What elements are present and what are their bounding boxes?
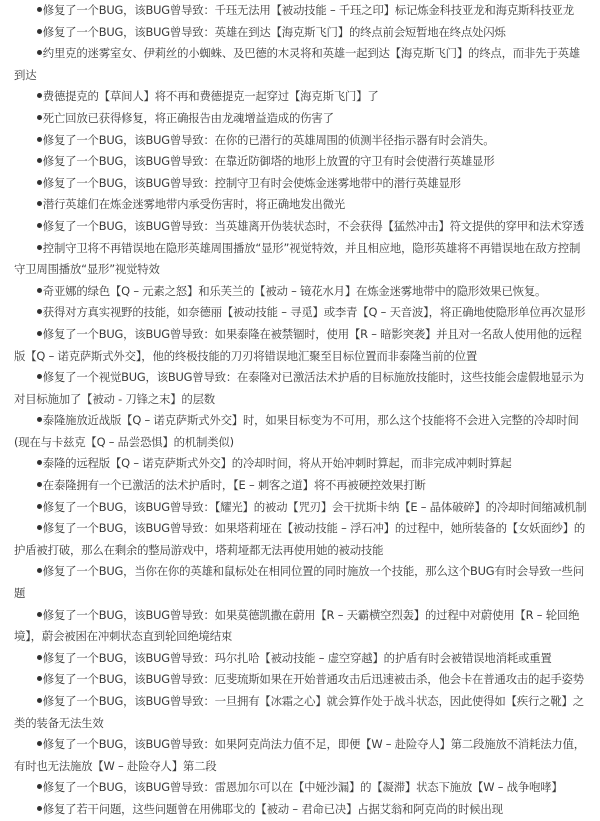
list-item: 修复了一个BUG，该BUG曾导致：在靠近防御塔的地形上放置的守卫有时会使潜行英雄显形	[14, 151, 588, 173]
list-item: 修复了一个BUG，该BUG曾导致：英雄在到达【海克斯飞门】的终点前会短暂地在终点处闪烁	[14, 22, 588, 44]
bullet-icon	[37, 7, 42, 12]
list-item: 修复了一个BUG，该BUG曾导致：控制守卫有时会使炼金迷雾地带中的潜行英雄显形	[14, 173, 588, 195]
list-item: 修复了一个BUG，当你在你的英雄和鼠标处在相同位置的同时施放一个技能，那么这个BUG有时会导致一些问题	[14, 564, 584, 601]
list-item: 修复了一个视觉BUG，该BUG曾导致：在泰隆对已激活法术护盾的目标施放技能时，这些技能会虚假地显示为对目标施加了【被动 - 刀锋之末】的层数	[14, 370, 584, 406]
list-item: 修复了一个BUG，该BUG曾导致：一旦拥有【冰霜之心】就会算作处于战斗状态，因此使得如【疾行之靴】之类的装备无法生效	[14, 694, 584, 730]
list-item: 修复了一个BUG，该BUG曾导致：雷恩加尔可以在【中娅沙漏】的【凝滞】状态下施放【W – 战争咆哮】	[14, 777, 588, 799]
list-item: 修复了一个BUG，该BUG曾导致：如果泰隆在被禁锢时，使用【R – 暗影突袭】并且对一名敌人使用他的远程版【Q – 诺克萨斯式外交】，他的终极技能的刀刃将错误地汇聚至目标位置而非泰隆当前的位置	[14, 326, 582, 363]
bullet-icon	[37, 331, 42, 336]
list-item: 死亡回放已获得修复，将正确报告由龙魂增益造成的伤害了	[14, 108, 588, 130]
list-item: 修复了一个BUG，该BUG曾导致：玛尔扎哈【被动技能 – 虚空穿越】的护盾有时会被错误地消耗或重置	[14, 648, 588, 670]
list-item: 修复了一个BUG，该BUG曾导致：如果塔莉垭在【被动技能 – 浮石冲】的过程中，她所装备的【女妖面纱】的护盾被打破，那么在剩余的整局游戏中，塔莉垭都无法再使用她的被动技能	[14, 521, 586, 557]
list-item: 在泰隆拥有一个已激活的法术护盾时，【E – 刺客之道】将不再被硬控效果打断	[14, 475, 588, 497]
bullet-icon	[37, 374, 42, 379]
bullet-icon	[37, 93, 42, 98]
patch-notes-article	[14, 0, 588, 821]
list-item: 获得对方真实视野的技能，如奈德丽【被动技能 – 寻觅】或李青【Q – 天音波】，将正确地使隐形单位再次显形	[14, 302, 588, 324]
list-item: 修复了一个BUG，该BUG曾导致：厄斐琉斯如果在开始普通攻击后迅速被击杀，他会卡在普通攻击的起手姿势	[14, 669, 588, 691]
bullet-icon	[37, 223, 42, 228]
bullet-icon	[37, 655, 42, 660]
bullet-icon	[37, 288, 42, 293]
bullet-icon	[37, 201, 42, 206]
bullet-icon	[37, 568, 42, 573]
bullet-icon	[37, 158, 42, 163]
bullet-icon	[37, 29, 42, 34]
list-item: 约里克的迷雾室女、伊莉丝的小蜘蛛、及巴德的木灵将和英雄一起到达【海克斯飞门】的终点，而非先于英雄到达	[14, 46, 580, 82]
list-item: 修复了一个BUG，该BUG曾导致：如果阿克尚法力值不足，即便【W – 赴险夺人】第二段施放不消耗法力值，有时也无法施放【W – 赴险夺人】第二段	[14, 737, 585, 773]
list-item: 修复了若干问题，这些问题曾在用佛耶戈的【被动 – 君命已决】占据艾翁和阿克尚的时候出现	[14, 799, 588, 821]
bullet-icon	[37, 698, 42, 703]
list-item: 修复了一个BUG，该BUG曾导致：当英雄离开伪装状态时，不会获得【猛然冲击】符文提供的穿甲和法术穿透	[14, 216, 588, 238]
list-item: 潜行英雄们在炼金迷雾地带内承受伤害时，将正确地发出微光	[14, 194, 588, 216]
list-item: 泰隆的远程版【Q – 诺克萨斯式外交】的冷却时间，将从开始冲刺时算起，而非完成冲刺时算起	[14, 453, 588, 475]
bullet-icon	[37, 676, 42, 681]
bullet-icon	[37, 417, 42, 422]
list-item: 修复了一个BUG，该BUG曾导致：千珏无法用【被动技能 – 千珏之印】标记炼金科技亚龙和海克斯科技亚龙	[14, 0, 588, 22]
list-item: 修复了一个BUG，该BUG曾导致：如果莫德凯撒在蔚用【R – 天霸横空烈轰】的过程中对蔚使用【R – 轮回绝境】，蔚会被困在冲刺状态直到轮回绝境结束	[14, 607, 580, 644]
list-item: 修复了一个BUG，该BUG曾导致：在你的已潜行的英雄周围的侦测半径指示器有时会消失。	[14, 130, 588, 152]
list-item: 费德提克的【草间人】将不再和费德提克一起穿过【海克斯飞门】了	[14, 86, 588, 108]
list-item: 修复了一个BUG，该BUG曾导致：【耀光】的被动【咒刃】会干扰斯卡纳【E – 晶体破碎】的冷却时间缩减机制	[14, 497, 588, 519]
bullet-icon	[37, 741, 42, 746]
bullet-icon	[37, 784, 42, 789]
bullet-icon	[37, 612, 42, 617]
list-item: 泰隆施放近战版【Q – 诺克萨斯式外交】时，如果目标变为不可用，那么这个技能将不会进入完整的冷却时间(现在与卡兹克【Q – 品尝恐惧】的机制类似)	[14, 413, 579, 449]
bullet-icon	[37, 50, 42, 55]
bullet-icon	[37, 525, 42, 530]
bullet-icon	[37, 309, 42, 314]
list-item: 奇亚娜的绿色【Q – 元素之怒】和乐芙兰的【被动 – 镜花水月】在炼金迷雾地带中的隐形效果已恢复。	[14, 281, 588, 303]
bullet-icon	[37, 180, 42, 185]
bullet-icon	[37, 245, 42, 250]
bullet-icon	[37, 460, 42, 465]
bullet-icon	[37, 115, 42, 120]
bullet-icon	[37, 482, 42, 487]
bullet-icon	[37, 806, 42, 811]
list-item: 控制守卫将不再错误地在隐形英雄周围播放“显形”视觉特效，并且相应地，隐形英雄将不再错误地在敌方控制守卫周围播放“显形”视觉特效	[14, 240, 581, 277]
bullet-icon	[37, 504, 42, 509]
bullet-icon	[37, 137, 42, 142]
